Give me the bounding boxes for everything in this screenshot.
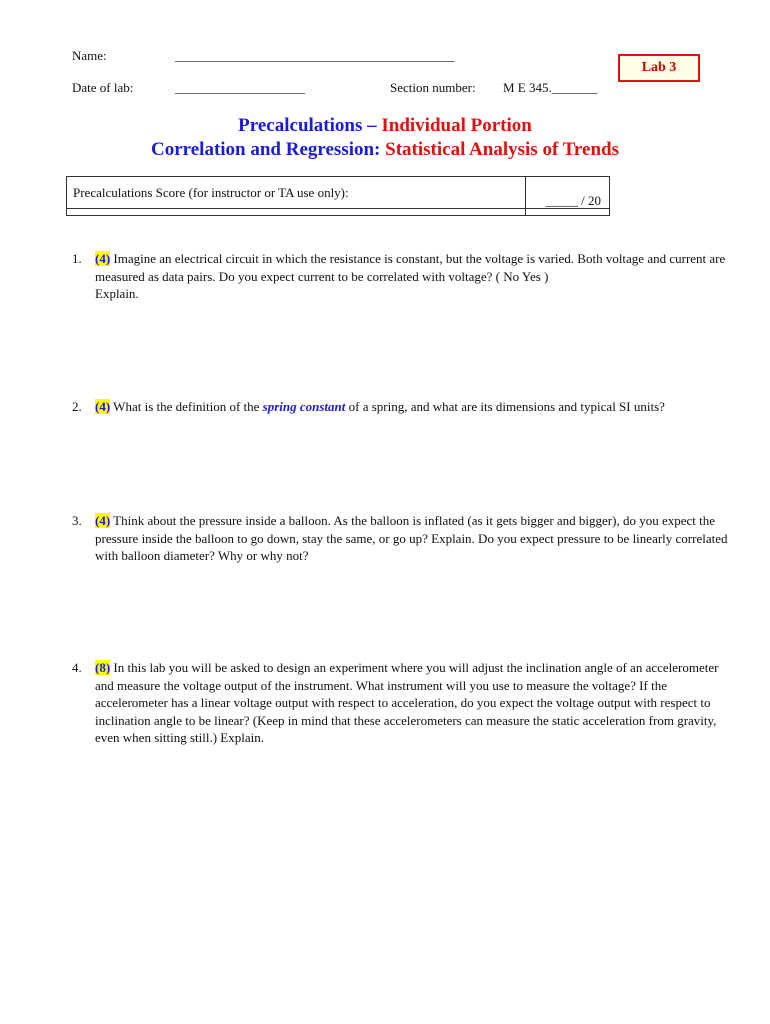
page-title (0, 114, 770, 138)
score-label: Precalculations Score (for instructor or TA use only): (73, 185, 349, 200)
question-text: Imagine an electrical circuit in which the resistance is constant, but the voltage is varied. Both voltage and current are measured as data pairs. Do you expect current to be correlated with voltage? ( No Yes ) (95, 251, 726, 284)
question-1 (72, 250, 732, 303)
section-value[interactable]: M E 345._______ (503, 80, 598, 95)
question-points: (4) (95, 513, 111, 528)
question-number: 4. (72, 660, 82, 675)
question-text: In this lab you will be asked to design an experiment where you will adjust the inclination angle of an accelerometer and measure the voltage output of the instrument. What instrument will you use to measure the voltage? If the accelerometer has a linear voltage output with respect to acceleration, do you expect the voltage output with respect to inclination angle to be linear? (Keep in mind that these accelerometers can measure the static acceleration from gravity, even when sitting still.) Explain. (95, 660, 719, 745)
score-divider (525, 177, 526, 215)
title-line2-part1: Correlation and Regression: (150, 139, 386, 160)
question-text-after: of a spring, and what are its dimensions and typical SI units? (345, 399, 665, 414)
question-number: 3. (72, 513, 82, 528)
question-number: 1. (72, 251, 82, 266)
title-line2-part2: Statistical Analysis of Trends (385, 139, 619, 160)
score-value[interactable]: _____ / 20 (545, 193, 601, 208)
question-4 (72, 659, 732, 747)
title-line1-part2: Individual Portion (381, 115, 532, 136)
score-rule (67, 208, 609, 209)
question-points: (4) (95, 399, 111, 414)
question-number: 2. (72, 399, 82, 414)
name-blank[interactable]: ___________________________________________ (175, 48, 455, 63)
name-label: Name: (72, 48, 107, 63)
date-blank[interactable]: ____________________ (175, 80, 305, 95)
question-points: (8) (95, 660, 111, 675)
question-text-before: What is the definition of the (110, 399, 263, 414)
date-label: Date of lab: (72, 80, 134, 95)
score-table (66, 176, 610, 216)
section-label: Section number: (390, 80, 476, 95)
question-text-explain: Explain. (95, 286, 139, 301)
page-subtitle (0, 138, 770, 162)
question-points: (4) (95, 251, 111, 266)
lab-badge: Lab 3 (618, 54, 700, 82)
question-text: Think about the pressure inside a balloon. As the balloon is inflated (as it gets bigger and bigger), do you expect the pressure inside the balloon to go down, stay the same, or go up? Explain. Do you expect pressure to be linearly correlated with balloon diameter? Why or why not? (95, 513, 728, 563)
spring-constant-term: spring constant (262, 399, 346, 414)
title-line1-part1: Precalculations – (238, 115, 382, 136)
question-3 (72, 512, 732, 565)
question-2 (72, 398, 732, 416)
